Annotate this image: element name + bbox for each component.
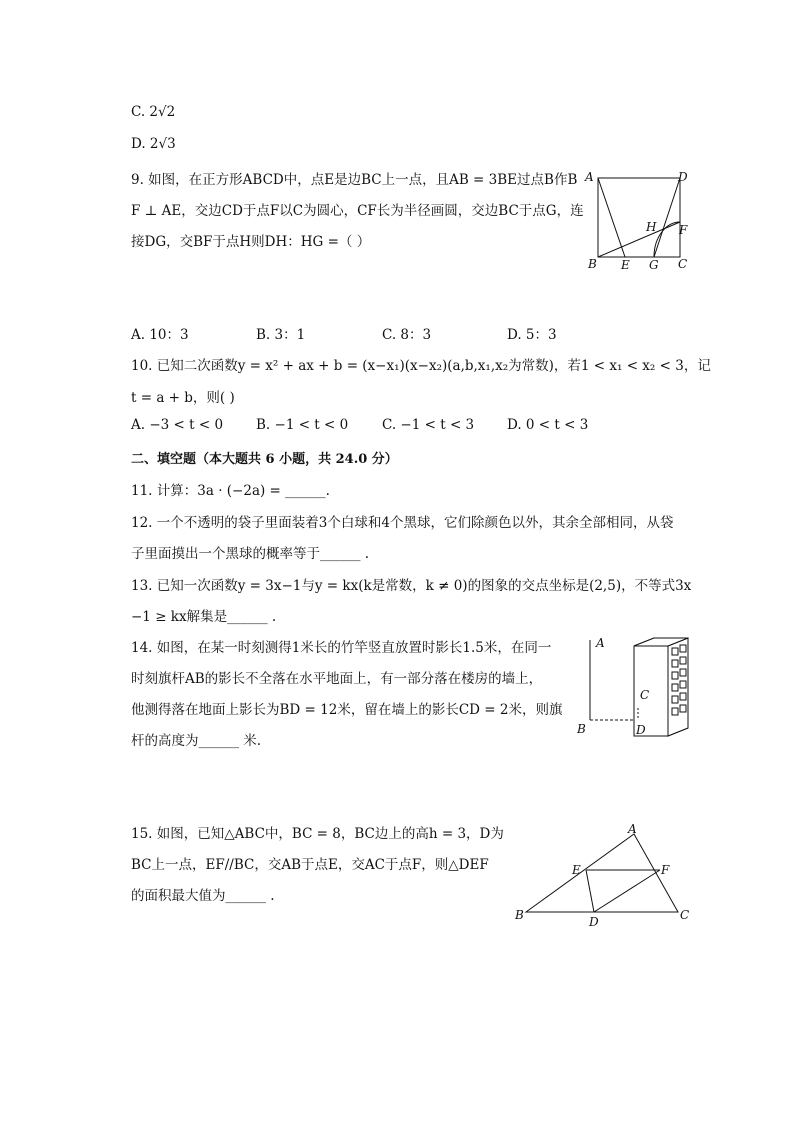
q9-text-line2: F ⊥ AE，交边CD于点F以C为圆心，CF长为半径画圆，交边BC于点G，连 bbox=[131, 203, 584, 219]
q10-option-d: D. 0 < t < 3 bbox=[507, 417, 589, 433]
q15-label-f: F bbox=[661, 863, 670, 877]
q9-option-b: B. 3：1 bbox=[256, 327, 306, 343]
q9-option-d: D. 5：3 bbox=[507, 327, 557, 343]
q13-text-line2: −1 ≥ kx解集是______ . bbox=[131, 609, 277, 625]
q9-text-line1: 9. 如图，在正方形ABCD中，点E是边BC上一点，且AB = 3BE过点B作B bbox=[131, 172, 578, 188]
q15-label-c: C bbox=[680, 908, 690, 922]
q10-option-b: B. −1 < t < 0 bbox=[256, 417, 349, 433]
q9-label-c: C bbox=[678, 257, 688, 271]
q14-text-line2: 时刻旗杆AB的影长不全落在水平地面上，有一部分落在楼房的墙上， bbox=[131, 671, 543, 687]
q15-text-line1: 15. 如图，已知△ABC中，BC = 8，BC边上的高h = 3，D为 bbox=[131, 826, 504, 842]
q9-label-h: H bbox=[646, 220, 657, 234]
q15-label-d: D bbox=[589, 915, 599, 929]
q9-label-e: E bbox=[621, 258, 630, 272]
q13-text-line1: 13. 已知一次函数y = 3x−1与y = kx(k是常数，k ≠ 0)的图象的交点坐标是(2,5)，不等式3x bbox=[131, 578, 692, 594]
q12-text-line2: 子里面摸出一个黑球的概率等于______ . bbox=[131, 546, 370, 562]
q15-label-e: E bbox=[572, 863, 581, 877]
q14-text-line3: 他测得落在地面上影长为BD = 12米，留在墙上的影长CD = 2米，则旗 bbox=[131, 702, 563, 718]
q9-text-line3: 接DG，交BF于点H则DH：HG =（ ） bbox=[131, 234, 371, 250]
q10-text-line2: t = a + b，则( ) bbox=[131, 390, 235, 406]
q11-text: 11. 计算：3a · (−2a) = ______. bbox=[131, 483, 330, 499]
q8-option-d: D. 2√3 bbox=[131, 136, 176, 152]
section-title: 二、填空题（本大题共 6 小题，共 24.0 分） bbox=[131, 452, 398, 467]
q15-text-line3: 的面积最大值为______ . bbox=[131, 888, 275, 904]
q14-label-d: D bbox=[636, 723, 646, 737]
q9-square-figure bbox=[580, 164, 700, 276]
q14-label-a: A bbox=[596, 636, 605, 650]
q9-label-f: F bbox=[679, 223, 688, 237]
q14-text-line1: 14. 如图，在某一时刻测得1米长的竹竿竖直放置时影长1.5米，在同一 bbox=[131, 640, 552, 656]
q14-label-c: C bbox=[640, 688, 650, 702]
q14-flagpole-figure bbox=[574, 632, 698, 744]
q9-label-b: B bbox=[588, 257, 597, 271]
q14-text-line4: 杆的高度为______ 米. bbox=[131, 733, 262, 749]
q15-label-b: B bbox=[515, 908, 524, 922]
q9-label-g: G bbox=[649, 258, 659, 272]
q14-label-b: B bbox=[577, 722, 586, 736]
q10-text-line1: 10. 已知二次函数y = x² + ax + b = (x−x₁)(x−x₂)(a,b,x₁,x₂为常数)，若1 < x₁ < x₂ < 3，记 bbox=[131, 358, 711, 374]
q9-label-d: D bbox=[678, 170, 688, 184]
q10-option-a: A. −3 < t < 0 bbox=[131, 417, 224, 433]
q12-text-line1: 12. 一个不透明的袋子里面装着3个白球和4个黑球，它们除颜色以外，其余全部相同，从袋 bbox=[131, 515, 674, 531]
q10-option-c: C. −1 < t < 3 bbox=[382, 417, 475, 433]
q15-text-line2: BC上一点，EF//BC，交AB于点E，交AC于点F，则△DEF bbox=[131, 857, 489, 873]
q8-option-c: C. 2√2 bbox=[131, 104, 176, 120]
q9-option-a: A. 10：3 bbox=[131, 327, 189, 343]
q15-label-a: A bbox=[628, 822, 637, 836]
q9-option-c: C. 8：3 bbox=[382, 327, 432, 343]
q9-label-a: A bbox=[585, 170, 594, 184]
q15-triangle-figure bbox=[510, 818, 696, 930]
